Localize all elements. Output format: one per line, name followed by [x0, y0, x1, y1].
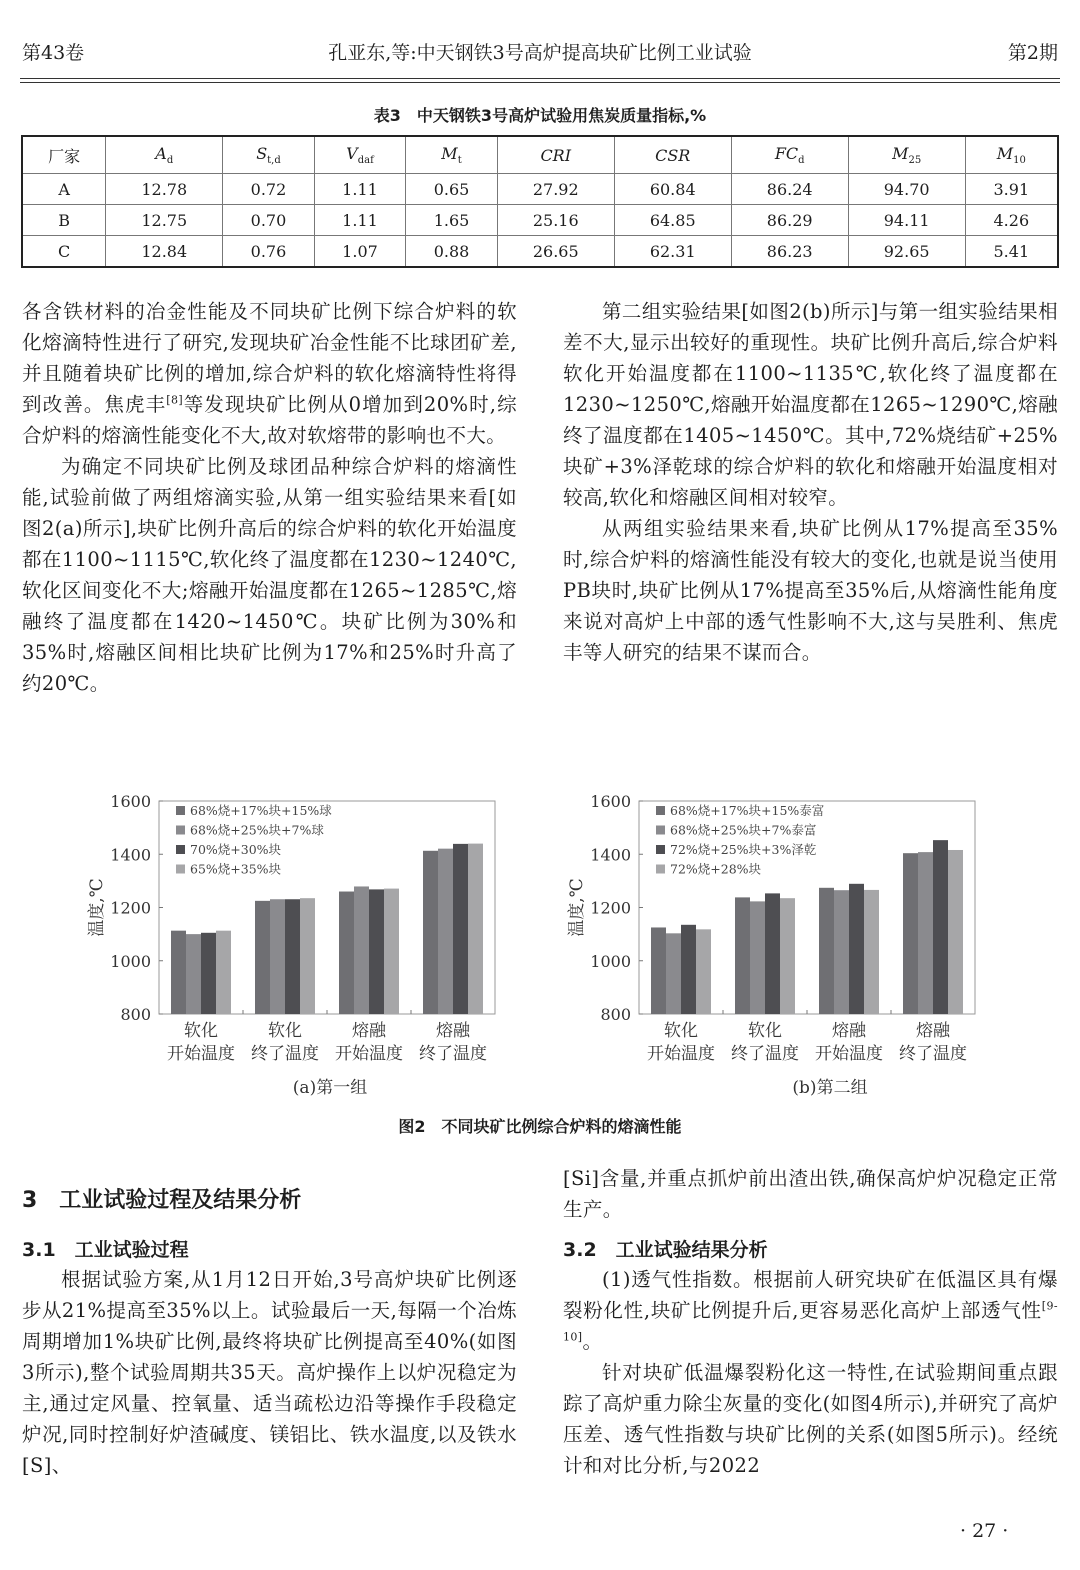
x-tick-label: 熔融: [352, 1021, 386, 1041]
table-cell: 60.84: [614, 174, 731, 205]
table-cell: 25.16: [497, 205, 614, 236]
paragraph: 从两组实验结果来看,块矿比例从17%提高至35%时,综合炉料的熔滴性能没有较大的变化,也就是说当使用PB块时,块矿比例从17%提高至35%后,从熔滴性能角度来说对高炉上中部的透气性影响不大,这与吴胜利、焦虎丰等人研究的结果不谋而合。: [563, 517, 1058, 664]
paragraph: 为确定不同块矿比例及球团品种综合炉料的熔滴性能,试验前做了两组熔滴实验,从第一组实验结果来看[如图2(a)所示],块矿比例升高后的综合炉料的软化开始温度都在1100~1115℃,软化终了温度都在1230~1240℃,软化区间变化不大;熔融开始温度都在1265~1285℃,熔融终了温度都在1420~1450℃。块矿比例为30%和35%时,熔融区间相比块矿比例为17%和25%时升高了约20℃。: [22, 455, 518, 695]
x-tick-label: 软化: [184, 1021, 218, 1041]
bar: [819, 888, 834, 1014]
y-tick-label: 1000: [110, 951, 151, 971]
legend-label: 72%烧+25%块+3%泽乾: [670, 842, 817, 857]
table-cell: 27.92: [497, 174, 614, 205]
y-tick-label: 800: [600, 1005, 631, 1024]
x-tick-label: 终了温度: [899, 1044, 967, 1064]
bar: [666, 933, 681, 1014]
x-tick-label: 软化: [664, 1021, 698, 1041]
paragraph: 第二组实验结果[如图2(b)所示]与第一组实验结果相差不大,显示出较好的重现性。块矿比例升高后,综合炉料软化开始温度都在1100~1135℃,软化终了温度都在1230~1250℃,熔融开始温度都在1265~1290℃,熔融终了温度都在1405~1450℃。其中,72%烧结矿+25%块矿+3%泽乾球的综合炉料的软化和熔融开始温度相对较高,软化和熔融区间相对较窄。: [563, 300, 1059, 509]
table-cell: 92.65: [848, 236, 965, 268]
bar: [651, 927, 666, 1014]
table-cell: 12.75: [106, 205, 223, 236]
subfigure-caption-b: (b)第二组: [792, 1078, 868, 1098]
paragraph: 根据试验方案,从1月12日开始,3号高炉块矿比例逐步从21%提高至35%以上。试验最后一天,每隔一个冶炼周期增加1%块矿比例,最终将块矿比例提高至40%(如图3所示),整个试验周期共35天。高炉操作上以炉况稳定为主,通过定风量、控氧量、适当疏松边沿等操作手段稳定炉况,同时控制好炉渣碱度、镁铝比、铁水温度,以及铁水[S]、: [22, 1268, 517, 1477]
y-tick-label: 1600: [110, 792, 151, 811]
table-cell: 86.23: [731, 236, 848, 268]
x-tick-label: 熔融: [832, 1021, 866, 1041]
paragraph: [Si]含量,并重点抓炉前出渣出铁,确保高炉炉况稳定正常生产。: [563, 1167, 1058, 1221]
running-title: 孔亚东,等:中天钢铁3号高炉提高块矿比例工业试验: [328, 42, 752, 64]
legend-label: 65%烧+35%块: [190, 861, 282, 877]
bar: [696, 929, 711, 1014]
x-tick-label: 终了温度: [419, 1044, 487, 1064]
column-header: $M_t$: [406, 136, 498, 174]
x-tick-label: 熔融: [436, 1021, 470, 1041]
bar: [933, 840, 948, 1014]
section-heading: 3 工业试验过程及结果分析: [22, 1188, 302, 1213]
y-tick-label: 1400: [110, 845, 151, 865]
table-cell: 26.65: [497, 236, 614, 268]
table-cell: 0.65: [406, 174, 498, 205]
x-tick-label: 熔融: [916, 1021, 950, 1041]
legend-swatch: [656, 826, 665, 835]
table-row: [22, 205, 1058, 236]
column-header: $A_d$: [106, 136, 223, 174]
x-tick-label: 开始温度: [647, 1044, 715, 1064]
paragraph: (1)透气性指数。根据前人研究块矿在低温区具有爆裂粉化性,块矿比例提升后,更容易恶化高炉上部透气性[9-10]。: [563, 1268, 1058, 1353]
y-tick-label: 1000: [590, 951, 631, 971]
table-header-row: [22, 136, 1058, 174]
bar: [201, 933, 216, 1014]
table-cell: B: [22, 205, 106, 236]
bar: [849, 884, 864, 1014]
bar: [255, 901, 270, 1014]
table-cell: 0.70: [223, 205, 315, 236]
table-cell: 12.78: [106, 174, 223, 205]
table-row: [22, 174, 1058, 205]
y-tick-label: 1600: [590, 792, 631, 811]
bar: [468, 844, 483, 1014]
bar: [171, 931, 186, 1014]
citation: [9-10]: [563, 1299, 1058, 1344]
table-cell: A: [22, 174, 106, 205]
legend-label: 68%烧+25%块+7%泰富: [670, 822, 817, 838]
table-cell: 86.24: [731, 174, 848, 205]
body-column-right-cont: [563, 1163, 1058, 1225]
table-cell: 1.65: [406, 205, 498, 236]
x-tick-label: 终了温度: [251, 1044, 319, 1064]
bar: [354, 886, 369, 1014]
table-cell: 0.76: [223, 236, 315, 268]
bar: [750, 901, 765, 1014]
table-cell: 1.11: [314, 205, 406, 236]
column-header: CSR: [614, 136, 731, 174]
y-tick-label: 1200: [590, 898, 631, 918]
column-header: $S_{t,d}$: [223, 136, 315, 174]
table-cell: 64.85: [614, 205, 731, 236]
table-caption: 表3 中天钢铁3号高炉试验用焦炭质量指标,%: [373, 106, 707, 125]
table-cell: 86.29: [731, 205, 848, 236]
table-row: [22, 236, 1058, 268]
bar: [834, 890, 849, 1014]
bar: [681, 925, 696, 1014]
column-header: $FC_d$: [731, 136, 848, 174]
bar: [453, 844, 468, 1014]
bar: [864, 890, 879, 1014]
table-cell: 5.41: [965, 236, 1058, 268]
bar: [216, 931, 231, 1014]
x-tick-label: 软化: [268, 1021, 302, 1041]
y-tick-label: 1200: [110, 898, 151, 918]
table-body: [22, 174, 1058, 268]
column-header: 厂家: [22, 136, 106, 174]
bar: [186, 934, 201, 1014]
bar: [423, 851, 438, 1014]
bar: [384, 889, 399, 1014]
column-header: $V_{daf}$: [314, 136, 406, 174]
y-tick-label: 1400: [590, 845, 631, 865]
legend-swatch: [176, 865, 185, 874]
legend-swatch: [176, 806, 185, 815]
bar: [285, 899, 300, 1014]
column-header: $M_{25}$: [848, 136, 965, 174]
table-cell: 0.72: [223, 174, 315, 205]
table-cell: C: [22, 236, 106, 268]
chart-group-2: [560, 785, 1000, 1075]
body-column-right-s32: [563, 1264, 1058, 1481]
bar: [369, 889, 384, 1014]
legend-swatch: [656, 865, 665, 874]
body-column-right: [563, 296, 1058, 668]
bar: [918, 852, 933, 1014]
y-axis-label: 温度,℃: [567, 878, 587, 937]
bar: [780, 898, 795, 1014]
body-column-left-s31: [22, 1264, 517, 1481]
legend-label: 68%烧+17%块+15%球: [190, 803, 332, 818]
issue-label: 第2期: [1007, 42, 1058, 64]
volume-label: 第43卷: [22, 42, 85, 64]
x-tick-label: 软化: [748, 1021, 782, 1041]
table-cell: 3.91: [965, 174, 1058, 205]
table-cell: 94.11: [848, 205, 965, 236]
x-tick-label: 终了温度: [731, 1044, 799, 1064]
legend-swatch: [176, 826, 185, 835]
table-cell: 0.88: [406, 236, 498, 268]
legend-label: 72%烧+28%块: [670, 861, 762, 877]
bar: [903, 853, 918, 1014]
column-header: $M_{10}$: [965, 136, 1058, 174]
subsection-heading-3-2: 3.2 工业试验结果分析: [563, 1239, 768, 1261]
bar: [735, 897, 750, 1014]
legend-swatch: [656, 845, 665, 854]
legend-label: 68%烧+17%块+15%泰富: [670, 803, 825, 818]
coke-quality-table: [21, 135, 1059, 268]
legend-label: 70%烧+30%块: [190, 842, 282, 857]
table-cell: 4.26: [965, 205, 1058, 236]
legend-swatch: [656, 806, 665, 815]
legend-swatch: [176, 845, 185, 854]
table-cell: 62.31: [614, 236, 731, 268]
bar: [438, 849, 453, 1014]
bar: [765, 893, 780, 1014]
table-cell: 1.07: [314, 236, 406, 268]
page-number: · 27 ·: [960, 1520, 1009, 1542]
x-tick-label: 开始温度: [167, 1044, 235, 1064]
bar: [339, 892, 354, 1014]
bar: [948, 850, 963, 1014]
bar: [300, 898, 315, 1014]
y-axis-label: 温度,℃: [87, 878, 107, 937]
legend-label: 68%烧+25%块+7%球: [190, 822, 324, 838]
citation: [8]: [166, 393, 184, 407]
table-cell: 12.84: [106, 236, 223, 268]
paragraph: 针对块矿低温爆裂粉化这一特性,在试验期间重点跟踪了高炉重力除尘灰量的变化(如图4所示),并研究了高炉压差、透气性指数与块矿比例的关系(如图5所示)。经统计和对比分析,与2022: [563, 1361, 1058, 1477]
subsection-heading-3-1: 3.1 工业试验过程: [22, 1239, 189, 1261]
y-tick-label: 800: [120, 1005, 151, 1024]
subfigure-caption-a: (a)第一组: [292, 1078, 368, 1098]
paragraph: 各含铁材料的冶金性能及不同块矿比例下综合炉料的软化熔滴特性进行了研究,发现块矿冶金性能不比球团矿差,并且随着块矿比例的增加,综合炉料的软化熔滴特性将得到改善。焦虎丰[8]等发现块矿比例从0增加到20%时,综合炉料的熔滴性能变化不大,故对软熔带的影响也不大。: [22, 300, 517, 447]
table-cell: 1.11: [314, 174, 406, 205]
figure-caption: 图2 不同块矿比例综合炉料的熔滴性能: [398, 1117, 682, 1136]
header-rule-top: [20, 78, 1060, 79]
chart-group-1: [80, 785, 520, 1075]
header-rule-bottom: [20, 82, 1060, 83]
bar: [270, 899, 285, 1014]
x-tick-label: 开始温度: [335, 1044, 403, 1064]
column-header: CRI: [497, 136, 614, 174]
table-cell: 94.70: [848, 174, 965, 205]
running-header: [22, 38, 1058, 74]
body-column-left: [22, 296, 517, 699]
x-tick-label: 开始温度: [815, 1044, 883, 1064]
